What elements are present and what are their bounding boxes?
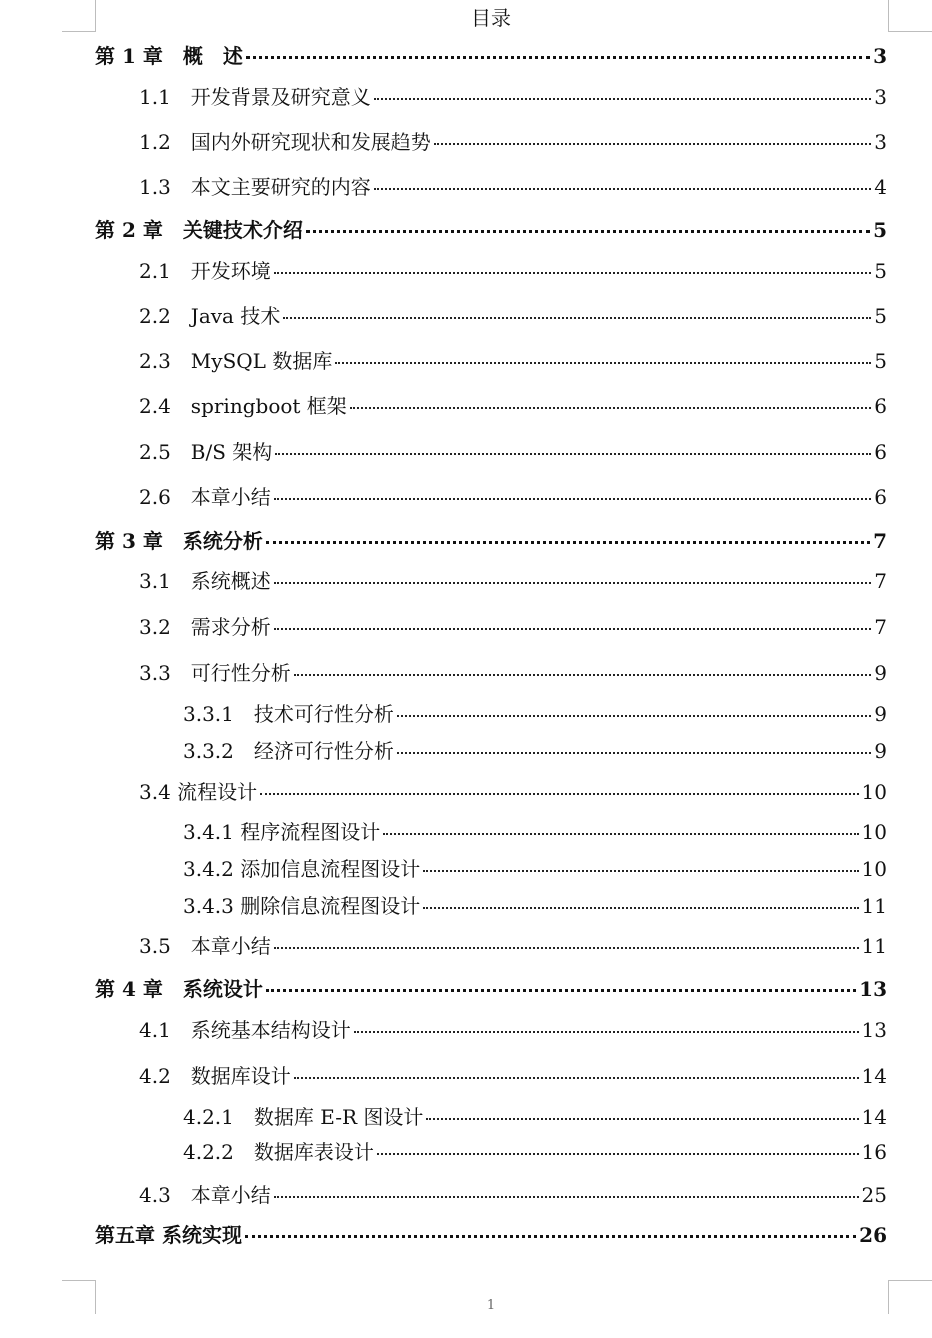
toc-entry-4-2-2[interactable] bbox=[183, 1137, 887, 1167]
toc-entry-3-3-2[interactable] bbox=[183, 736, 887, 766]
toc-entry-4-3[interactable] bbox=[139, 1180, 887, 1210]
toc-entry-page: 13 bbox=[861, 1018, 887, 1042]
toc-entry-page: 5 bbox=[873, 218, 887, 242]
toc-entry-4-1[interactable] bbox=[139, 1015, 887, 1045]
toc-entry-3-4-3[interactable] bbox=[183, 891, 887, 921]
toc-entry-3-5[interactable] bbox=[139, 931, 887, 961]
toc-entry-page: 9 bbox=[874, 739, 887, 763]
toc-entry-page: 11 bbox=[861, 894, 887, 918]
toc-leader-dots bbox=[274, 945, 859, 949]
toc-entry-label: 3.4.3 删除信息流程图设计 bbox=[183, 894, 421, 918]
toc-entry-page: 10 bbox=[861, 857, 887, 881]
toc-leader-dots bbox=[423, 868, 858, 872]
toc-entry-page: 25 bbox=[861, 1183, 887, 1207]
toc-leader-dots bbox=[275, 451, 871, 455]
toc-entry-4-2[interactable] bbox=[139, 1061, 887, 1091]
toc-entry-label: 4.3 本章小结 bbox=[139, 1183, 271, 1207]
toc-entry-ch3[interactable] bbox=[95, 526, 887, 556]
toc-entry-label: 1.3 本文主要研究的内容 bbox=[139, 175, 371, 199]
toc-entry-ch1[interactable] bbox=[95, 41, 887, 71]
toc-entry-label: 第 3 章 系统分析 bbox=[95, 529, 263, 553]
toc-entry-3-3[interactable] bbox=[139, 658, 887, 688]
toc-leader-dots bbox=[294, 1075, 859, 1079]
toc-entry-label: 第 1 章 概 述 bbox=[95, 44, 243, 68]
toc-leader-dots bbox=[294, 672, 871, 676]
toc-entry-page: 7 bbox=[874, 615, 887, 639]
toc-entry-page: 11 bbox=[861, 934, 887, 958]
page-number: 1 bbox=[486, 1298, 496, 1313]
toc-entry-page: 6 bbox=[874, 440, 887, 464]
toc-entry-2-5[interactable] bbox=[139, 437, 887, 467]
toc-entry-label: 1.2 国内外研究现状和发展趋势 bbox=[139, 130, 431, 154]
toc-leader-dots bbox=[266, 539, 870, 544]
toc-entry-page: 16 bbox=[861, 1140, 887, 1164]
toc-entry-page: 26 bbox=[859, 1223, 887, 1247]
toc-entry-label: 2.5 B/S 架构 bbox=[139, 440, 273, 464]
toc-entry-1-1[interactable] bbox=[139, 82, 887, 112]
toc-leader-dots bbox=[397, 713, 871, 717]
toc-leader-dots bbox=[374, 96, 871, 100]
toc-entry-2-4[interactable] bbox=[139, 391, 887, 421]
toc-leader-dots bbox=[397, 750, 871, 754]
toc-entry-page: 3 bbox=[874, 85, 887, 109]
toc-entry-3-2[interactable] bbox=[139, 612, 887, 642]
toc-entry-3-1[interactable] bbox=[139, 566, 887, 596]
toc-leader-dots bbox=[274, 580, 871, 584]
toc-entry-label: 3.4.1 程序流程图设计 bbox=[183, 820, 381, 844]
toc-leader-dots bbox=[260, 791, 858, 795]
toc-leader-dots bbox=[335, 360, 871, 364]
toc-entry-4-2-1[interactable] bbox=[183, 1102, 887, 1132]
toc-entry-label: 第五章 系统实现 bbox=[95, 1223, 242, 1247]
toc-entry-3-3-1[interactable] bbox=[183, 699, 887, 729]
toc-entry-page: 9 bbox=[874, 661, 887, 685]
toc-leader-dots bbox=[434, 141, 871, 145]
toc-entry-2-3[interactable] bbox=[139, 346, 887, 376]
toc-leader-dots bbox=[426, 1116, 858, 1120]
toc-entry-label: 4.1 系统基本结构设计 bbox=[139, 1018, 351, 1042]
toc-entry-page: 7 bbox=[873, 529, 887, 553]
toc-entry-label: 3.3.2 经济可行性分析 bbox=[183, 739, 394, 763]
toc-entry-label: 2.3 MySQL 数据库 bbox=[139, 349, 333, 373]
toc-entry-label: 3.3 可行性分析 bbox=[139, 661, 291, 685]
toc-leader-dots bbox=[246, 54, 870, 59]
toc-leader-dots bbox=[377, 1151, 859, 1155]
toc-entry-label: 2.4 springboot 框架 bbox=[139, 394, 347, 418]
toc-entry-label: 第 4 章 系统设计 bbox=[95, 977, 263, 1001]
toc-entry-label: 1.1 开发背景及研究意义 bbox=[139, 85, 371, 109]
toc-entry-page: 14 bbox=[861, 1064, 887, 1088]
toc-entry-3-4[interactable] bbox=[139, 777, 887, 807]
toc-entry-2-2[interactable] bbox=[139, 301, 887, 331]
toc-entry-label: 3.5 本章小结 bbox=[139, 934, 271, 958]
toc-leader-dots bbox=[266, 987, 856, 992]
toc-entry-label: 4.2 数据库设计 bbox=[139, 1064, 291, 1088]
toc-entry-1-2[interactable] bbox=[139, 127, 887, 157]
toc-entry-2-1[interactable] bbox=[139, 256, 887, 286]
toc-entry-ch5[interactable] bbox=[95, 1220, 887, 1250]
toc-leader-dots bbox=[374, 186, 871, 190]
toc-entry-label: 2.6 本章小结 bbox=[139, 485, 271, 509]
toc-leader-dots bbox=[350, 405, 871, 409]
toc-entry-3-4-1[interactable] bbox=[183, 817, 887, 847]
toc-entry-page: 9 bbox=[874, 702, 887, 726]
toc-title: 目录 bbox=[471, 6, 511, 30]
toc-leader-dots bbox=[354, 1029, 859, 1033]
toc-leader-dots bbox=[383, 831, 858, 835]
toc-entry-page: 10 bbox=[861, 820, 887, 844]
toc-entry-3-4-2[interactable] bbox=[183, 854, 887, 884]
toc-entry-label: 3.3.1 技术可行性分析 bbox=[183, 702, 394, 726]
toc-leader-dots bbox=[283, 315, 871, 319]
toc-entry-label: 4.2.1 数据库 E-R 图设计 bbox=[183, 1105, 424, 1129]
toc-entry-page: 3 bbox=[874, 130, 887, 154]
toc-entry-2-6[interactable] bbox=[139, 482, 887, 512]
toc-entry-1-3[interactable] bbox=[139, 172, 887, 202]
toc-entry-page: 3 bbox=[873, 44, 887, 68]
toc-entry-page: 5 bbox=[874, 259, 887, 283]
toc-entry-page: 6 bbox=[874, 485, 887, 509]
toc-entry-page: 4 bbox=[874, 175, 887, 199]
toc-leader-dots bbox=[274, 1194, 859, 1198]
toc-leader-dots bbox=[274, 626, 871, 630]
toc-leader-dots bbox=[306, 228, 870, 233]
toc-entry-page: 13 bbox=[859, 977, 887, 1001]
toc-entry-page: 6 bbox=[874, 394, 887, 418]
toc-entry-label: 第 2 章 关键技术介绍 bbox=[95, 218, 303, 242]
toc-entry-label: 3.2 需求分析 bbox=[139, 615, 271, 639]
toc-entry-label: 2.1 开发环境 bbox=[139, 259, 271, 283]
toc-entry-ch4[interactable] bbox=[95, 974, 887, 1004]
toc-entry-ch2[interactable] bbox=[95, 215, 887, 245]
toc-leader-dots bbox=[274, 496, 871, 500]
toc-entry-label: 3.4.2 添加信息流程图设计 bbox=[183, 857, 421, 881]
toc-entry-label: 4.2.2 数据库表设计 bbox=[183, 1140, 374, 1164]
toc-entry-page: 10 bbox=[861, 780, 887, 804]
toc-leader-dots bbox=[274, 270, 871, 274]
toc-entry-page: 5 bbox=[874, 349, 887, 373]
toc-entry-page: 14 bbox=[861, 1105, 887, 1129]
toc-leader-dots bbox=[423, 905, 858, 909]
toc-entry-page: 7 bbox=[874, 569, 887, 593]
toc-entry-label: 3.4 流程设计 bbox=[139, 780, 258, 804]
toc-leader-dots bbox=[245, 1233, 856, 1238]
toc-entry-label: 3.1 系统概述 bbox=[139, 569, 271, 593]
toc-entry-label: 2.2 Java 技术 bbox=[139, 304, 281, 328]
toc-entry-page: 5 bbox=[874, 304, 887, 328]
